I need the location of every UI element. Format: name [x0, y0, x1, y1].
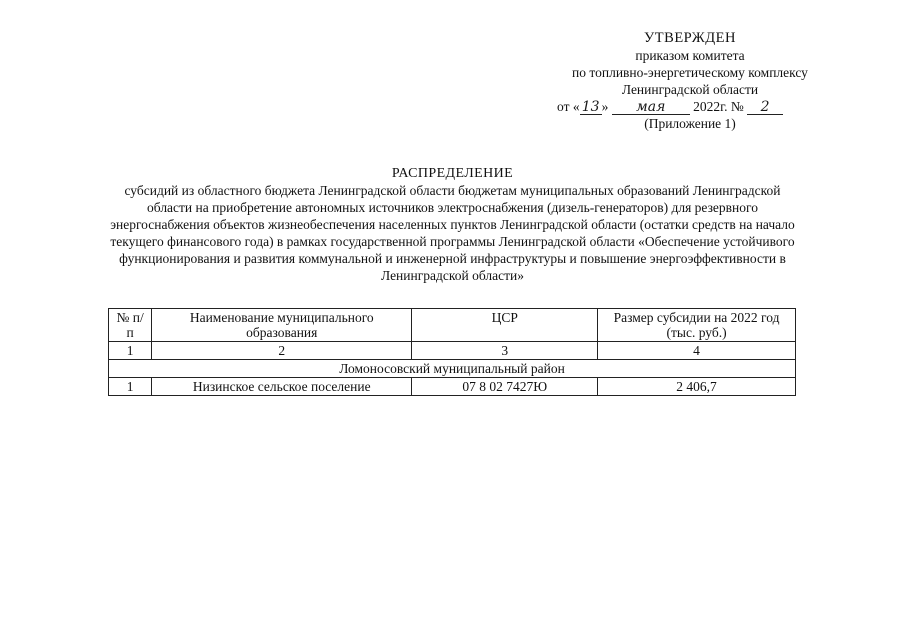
handwritten-order-number: 2 — [747, 100, 783, 115]
heading-line-1: субсидий из областного бюджета Ленинградской области бюджетам муниципальных образований Ленинградской — [124, 183, 781, 198]
table-row — [109, 378, 796, 396]
district-name: Ломоносовский муниципальный район — [109, 360, 796, 378]
numbering-cell: 1 — [109, 342, 152, 360]
handwritten-day: 13 — [580, 100, 602, 115]
numbering-cell: 3 — [412, 342, 598, 360]
header-subsidy-amount: Размер субсидии на 2022 год (тыс. руб.) — [598, 309, 796, 342]
row-number: 1 — [109, 378, 152, 396]
date-prefix: от « — [557, 99, 580, 114]
approval-date-line — [540, 98, 840, 115]
heading-line-2: области на приобретение автономных источников электроснабжения (дизель-генераторов) для резервного — [147, 200, 758, 215]
numbering-cell: 2 — [152, 342, 412, 360]
document-title: РАСПРЕДЕЛЕНИЕ — [391, 166, 514, 181]
row-subsidy-amount: 2 406,7 — [598, 378, 796, 396]
date-year-number-label: 2022г. № — [693, 99, 744, 114]
approval-line-committee: по топливно-энергетическому комплексу — [572, 65, 808, 80]
row-csr: 07 8 02 7427Ю — [412, 378, 598, 396]
heading-line-4: текущего финансового года) в рамках государственной программы Ленинградской области «Обеспечение устойчивого — [110, 234, 795, 249]
distribution-table — [108, 308, 796, 396]
approval-line-order: приказом комитета — [635, 48, 745, 63]
appendix-label: (Приложение 1) — [644, 116, 736, 131]
heading-line-5: функционирования и развития коммунальной и инженерной инфраструктуры и повышение энергоэффективности в — [119, 251, 786, 266]
numbering-cell: 4 — [598, 342, 796, 360]
table-header-row — [109, 309, 796, 342]
table-numbering-row — [109, 342, 796, 360]
header-number: № п/п — [109, 309, 152, 342]
heading-line-6: Ленинградской области» — [381, 268, 524, 283]
document-heading — [60, 165, 845, 284]
approval-block — [540, 30, 840, 132]
row-municipality: Низинское сельское поселение — [152, 378, 412, 396]
date-quote-close: » — [601, 99, 609, 114]
table-district-row — [109, 360, 796, 378]
heading-line-3: энергоснабжения объектов жизнеобеспечения населенных пунктов Ленинградской области (остатки средств на начало — [110, 217, 795, 232]
header-csr: ЦСР — [412, 309, 598, 342]
header-municipality: Наименование муниципального образования — [152, 309, 412, 342]
approval-title: УТВЕРЖДЕН — [644, 30, 736, 46]
handwritten-month: мая — [612, 100, 690, 115]
approval-line-region: Ленинградской области — [621, 82, 759, 97]
